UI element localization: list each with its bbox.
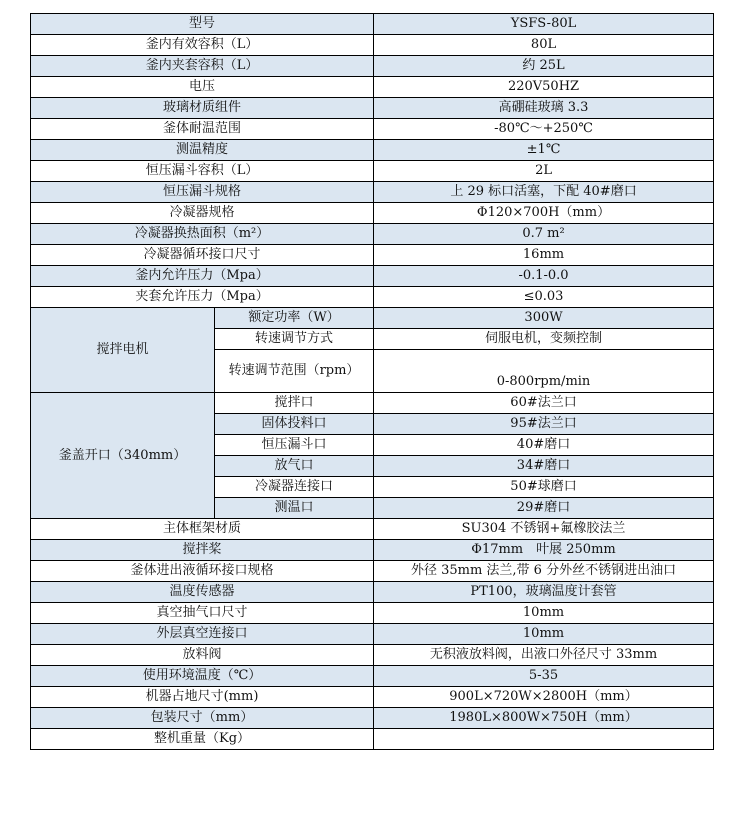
row-label: 冷凝器循环接口尺寸 bbox=[31, 245, 374, 266]
row-value: 0.7 m² bbox=[374, 224, 714, 245]
row-value: 外径 35mm 法兰,带 6 分外丝不锈钢进出油口 bbox=[374, 561, 714, 582]
row-value bbox=[374, 729, 714, 750]
table-row bbox=[31, 14, 714, 35]
motor-group-label: 搅拌电机 bbox=[31, 308, 215, 393]
row-value: 60#法兰口 bbox=[374, 393, 714, 414]
row-label: 型号 bbox=[31, 14, 374, 35]
row-value: ≤0.03 bbox=[374, 287, 714, 308]
table-row bbox=[31, 266, 714, 287]
row-value: 高硼硅玻璃 3.3 bbox=[374, 98, 714, 119]
row-value: 10mm bbox=[374, 603, 714, 624]
row-label: 测温精度 bbox=[31, 140, 374, 161]
row-label: 釜内允许压力（Mpa） bbox=[31, 266, 374, 287]
row-label: 冷凝器规格 bbox=[31, 203, 374, 224]
table-row bbox=[31, 687, 714, 708]
row-value: 0-800rpm/min bbox=[374, 350, 714, 393]
table-row bbox=[31, 287, 714, 308]
table-row bbox=[31, 35, 714, 56]
row-label: 恒压漏斗规格 bbox=[31, 182, 374, 203]
row-value: 伺服电机，变频控制 bbox=[374, 329, 714, 350]
table-row bbox=[31, 519, 714, 540]
row-label: 整机重量（Kg） bbox=[31, 729, 374, 750]
row-value: 无积液放料阀，出液口外径尺寸 33mm bbox=[374, 645, 714, 666]
row-value: 34#磨口 bbox=[374, 456, 714, 477]
row-label: 测温口 bbox=[215, 498, 374, 519]
row-value: 1980L×800W×750H（mm） bbox=[374, 708, 714, 729]
row-value: -0.1-0.0 bbox=[374, 266, 714, 287]
row-label: 釜内夹套容积（L） bbox=[31, 56, 374, 77]
row-label: 真空抽气口尺寸 bbox=[31, 603, 374, 624]
row-label: 冷凝器换热面积（m²） bbox=[31, 224, 374, 245]
row-label: 恒压漏斗口 bbox=[215, 435, 374, 456]
table-row bbox=[31, 98, 714, 119]
row-value: 80L bbox=[374, 35, 714, 56]
table-row bbox=[31, 582, 714, 603]
row-value: 2L bbox=[374, 161, 714, 182]
row-label: 放料阀 bbox=[31, 645, 374, 666]
spec-table bbox=[30, 13, 714, 750]
row-label: 恒压漏斗容积（L） bbox=[31, 161, 374, 182]
row-value: 29#磨口 bbox=[374, 498, 714, 519]
row-label: 使用环境温度（℃） bbox=[31, 666, 374, 687]
row-label: 额定功率（W） bbox=[215, 308, 374, 329]
row-value: 5-35 bbox=[374, 666, 714, 687]
row-value: 50#球磨口 bbox=[374, 477, 714, 498]
row-value: 上 29 标口活塞，下配 40#磨口 bbox=[374, 182, 714, 203]
row-value: PT100，玻璃温度计套管 bbox=[374, 582, 714, 603]
table-row bbox=[31, 77, 714, 98]
row-label: 冷凝器连接口 bbox=[215, 477, 374, 498]
row-label: 外层真空连接口 bbox=[31, 624, 374, 645]
row-label: 釜体进出液循环接口规格 bbox=[31, 561, 374, 582]
table-row bbox=[31, 645, 714, 666]
row-label: 主体框架材质 bbox=[31, 519, 374, 540]
table-row bbox=[31, 624, 714, 645]
row-label: 玻璃材质组件 bbox=[31, 98, 374, 119]
row-label: 电压 bbox=[31, 77, 374, 98]
table-row bbox=[31, 729, 714, 750]
table-row bbox=[31, 203, 714, 224]
table-row bbox=[31, 561, 714, 582]
row-value: -80℃～+250℃ bbox=[374, 119, 714, 140]
row-value: 300W bbox=[374, 308, 714, 329]
row-label: 放气口 bbox=[215, 456, 374, 477]
table-row bbox=[31, 708, 714, 729]
table-row bbox=[31, 119, 714, 140]
row-value: 95#法兰口 bbox=[374, 414, 714, 435]
row-label: 釜体耐温范围 bbox=[31, 119, 374, 140]
row-value: 900L×720W×2800H（mm） bbox=[374, 687, 714, 708]
table-row bbox=[31, 161, 714, 182]
table-row bbox=[31, 245, 714, 266]
row-label: 固体投料口 bbox=[215, 414, 374, 435]
table-row bbox=[31, 224, 714, 245]
row-label: 温度传感器 bbox=[31, 582, 374, 603]
row-label: 转速调节方式 bbox=[215, 329, 374, 350]
table-row bbox=[31, 140, 714, 161]
table-row bbox=[31, 666, 714, 687]
row-value: 约 25L bbox=[374, 56, 714, 77]
row-label: 搅拌桨 bbox=[31, 540, 374, 561]
row-label: 釜内有效容积（L） bbox=[31, 35, 374, 56]
row-label: 搅拌口 bbox=[215, 393, 374, 414]
row-value: YSFS-80L bbox=[374, 14, 714, 35]
table-row bbox=[31, 308, 714, 329]
table-row bbox=[31, 56, 714, 77]
row-value: Φ120×700H（mm） bbox=[374, 203, 714, 224]
row-value: 16mm bbox=[374, 245, 714, 266]
table-row bbox=[31, 182, 714, 203]
table-row bbox=[31, 603, 714, 624]
row-value: ±1℃ bbox=[374, 140, 714, 161]
row-value: Φ17mm 叶展 250mm bbox=[374, 540, 714, 561]
row-value: 40#磨口 bbox=[374, 435, 714, 456]
table-row bbox=[31, 540, 714, 561]
row-label: 机器占地尺寸(mm) bbox=[31, 687, 374, 708]
row-value: 220V50HZ bbox=[374, 77, 714, 98]
row-value: SU304 不锈钢+氟橡胶法兰 bbox=[374, 519, 714, 540]
row-value: 10mm bbox=[374, 624, 714, 645]
row-label: 夹套允许压力（Mpa） bbox=[31, 287, 374, 308]
lid-group-label: 釜盖开口（340mm） bbox=[31, 393, 215, 519]
table-row bbox=[31, 393, 714, 414]
row-label: 包装尺寸（mm） bbox=[31, 708, 374, 729]
row-label: 转速调节范围（rpm） bbox=[215, 350, 374, 393]
